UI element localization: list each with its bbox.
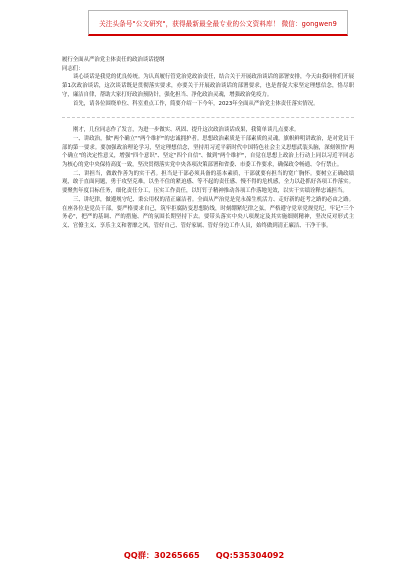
body-paragraph-3: 二、讲担当，做敢作善为的实干者。担当是干部必须具备的基本素质，干部就要有担当的宽广胸怀。要树立正确政绩观，敢于直面问题，勇于攻坚克难，以坐不住的紧迫感、等不起的责任感、慢不得的危机感，全力以赴抓好各项工作落实。要聚焦年度目标任务，细化责任分工，压实工作责任，以钉钉子精神推动各项工作落地见效，以实干实绩诠释忠诚担当。 — [62, 170, 354, 195]
promo-banner — [88, 10, 348, 36]
intro-paragraph-1: 谈心谈话是我党的优良传统。为认真履行管党治党政治责任，结合关于开展政治谈话的部署安排，今天由我同你们开展第1次政治谈话，这次谈话既是贯彻落实要求，亦要关于开展政治谈话的部署要求，也是督促大家坚定理想信念，恪尽职守，廉洁自律，帮助大家打好政治预防针，强化担当、净化政治灵魂，增强政治免疫力。 — [62, 74, 354, 98]
banner-text: 关注头条号"公文研究"，获得最新最全最专业的公文资料库！ 微信：gongwen9 — [99, 19, 337, 28]
contact-footer — [0, 548, 408, 562]
body-paragraph-2: 一、讲政治，做"两个确立""两个维护"的忠诚拥护者。思想政治素质是干部素质的灵魂，旗帜鲜明讲政治，是对党员干部的第一要求。要加强政治理论学习，坚定理想信念，坚持用习近平新时代中国特色社会主义思想武装头脑，深刻领悟"两个确立"的决定性意义，增强"四个意识"、坚定"四个自信"、做到"两个维护"，自觉在思想上政治上行动上同以习近平同志为核心的党中央保持高度一致，坚决贯彻落实党中央各项决策部署和省委、市委工作要求，确保政令畅通、令行禁止。 — [62, 135, 354, 169]
section-divider — [62, 117, 354, 118]
body-paragraph-1: 刚才，几位同志作了发言，为进一步做实、巩固、提升这次政治谈话成果，我简单谈几点要求。 — [73, 127, 300, 134]
salutation: 同志们： — [62, 65, 84, 72]
document-title: 履行全面从严治党主体责任的政治谈话提纲 — [62, 57, 165, 63]
intro-paragraph-2: 首先，请各位围绕单位、科室重点工作，简要介绍一下今年，2023年全面从严治党主体责任落实情况。 — [73, 100, 319, 107]
qq-group-text: QQ群：30265665 — [123, 549, 200, 560]
body-paragraph-4: 三、讲纪律，做遵规守纪、秉公用权的清正廉洁者。全面从严治党是党永葆生机活力、走好新的赶考之路的必由之路。在座各位是党员干部，要严格要求自己，筑牢拒腐防变思想防线，时刻绷紧纪律之弦，严格遵守党章党规党纪，牢记"三个务必"，把严的基调、严的措施、严的氛围长期坚持下去。要带头落实中央八项规定及其实施细则精神，坚决反对形式主义、官僚主义、享乐主义和奢靡之风，管好自己、管好家属、管好身边工作人员，始终做到清正廉洁、干净干事。 — [62, 196, 354, 229]
qq-number-text: QQ:535304092 — [215, 550, 285, 560]
document-body — [62, 56, 354, 231]
